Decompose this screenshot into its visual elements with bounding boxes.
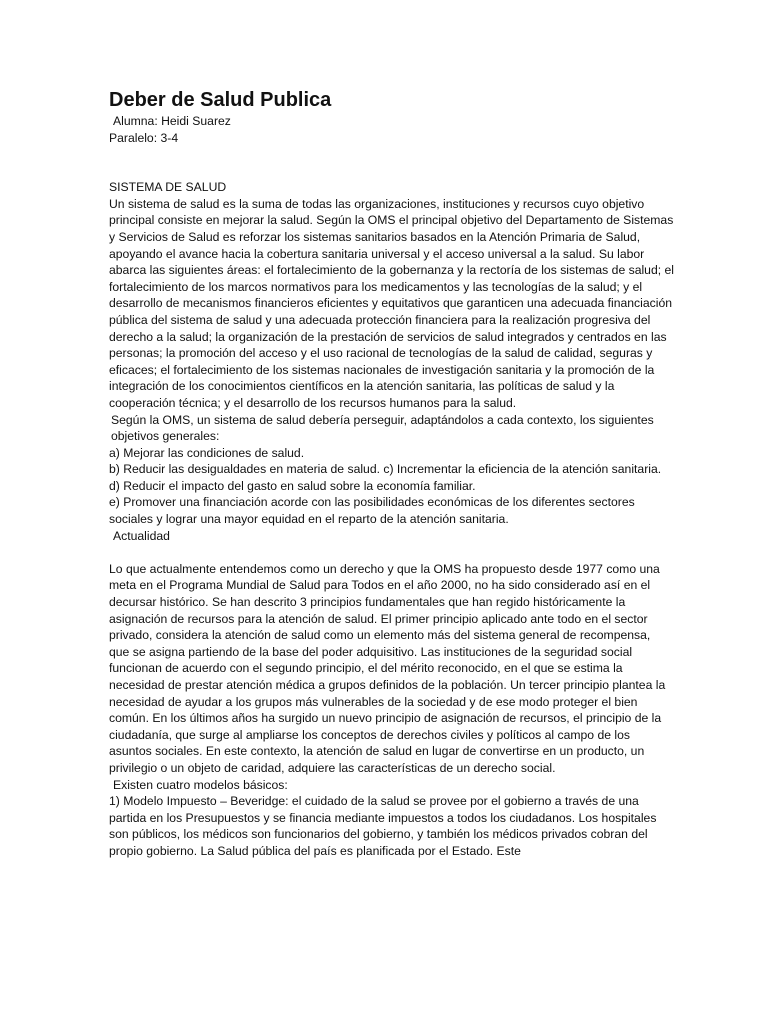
objective-e: e) Promover una financiación acorde con las posibilidades económicas de los diferentes sectores sociales y lograr una mayor equidad en el reparto de la atención sanitaria. bbox=[109, 495, 635, 527]
section-heading: SISTEMA DE SALUD bbox=[109, 180, 227, 195]
objective-b-c: b) Reducir las desigualdades en materia de salud. c) Incrementar la eficiencia de la atención sanitaria. bbox=[109, 462, 662, 477]
model-1-beveridge: 1) Modelo Impuesto – Beveridge: el cuidado de la salud se provee por el gobierno a través de una partida en los Presupuestos y se financia mediante impuestos a todos los ciudadanos. Los hospitales son públicos, los médicos son funcionarios del gobierno, y también los médicos privados cobran del propio gobierno. La Salud pública del país es planificada por el Estado. Este bbox=[109, 794, 657, 858]
paragraph-current-status: Lo que actualmente entendemos como un derecho y que la OMS ha propuesto desde 1977 como una meta en el Programa Mundial de Salud para Todos en el año 2000, no ha sido considerado así en el decursar histórico. Se han descrito 3 principios fundamentales que han regido históricamente la asignación de recursos para la atención de salud. El primer principio aplicado ante todo en el sector privado, considera la atención de salud como un elemento más del sistema general de recompensa, que se asigna partiendo de la base del poder adquisitivo. Las instituciones de la seguridad social funcionan de acuerdo con el segundo principio, el del mérito reconocido, en el que se estima la necesidad de prestar atención médica a grupos definidos de la población. Un tercer principio plantea la necesidad de ayudar a los grupos más vulnerables de la sociedad y de ese modo proteger el bien común. En los últimos años ha surgido un nuevo principio de asignación de recursos, el principio de la ciudadanía, que surge al ampliarse los conceptos de derechos civiles y políticos al campo de los asuntos sociales. En este contexto, la atención de salud en lugar de convertirse en un producto, un privilegio o un objeto de caridad, adquiere las características de un derecho social. bbox=[109, 561, 666, 775]
spacer bbox=[109, 544, 668, 561]
class-section: Paralelo: 3-4 bbox=[109, 130, 179, 145]
objective-a: a) Mejorar las condiciones de salud. bbox=[109, 445, 305, 460]
spacer bbox=[109, 146, 668, 179]
student-name: Alumna: Heidi Suarez bbox=[113, 114, 231, 128]
document-title: Deber de Salud Publica bbox=[109, 89, 332, 111]
paragraph-who-objectives: Según la OMS, un sistema de salud debería perseguir, adaptándolos a cada contexto, los siguientes objetivos generales: bbox=[111, 412, 654, 444]
subheading-actualidad: Actualidad bbox=[113, 528, 170, 543]
paragraph-health-system: Un sistema de salud es la suma de todas las organizaciones, instituciones y recursos cuyo objetivo principal consiste en mejorar la salud. Según la OMS el principal objetivo del Departamento de Sistemas y Servicios de Salud es reforzar los sistemas sanitarios basados en la Atención Primaria de Salud, apoyando el avance hacia la cobertura sanitaria universal y el acceso universal a la salud. Su labor abarca las siguientes áreas: el fortalecimiento de la gobernanza y la rectoría de los sistemas de salud; el fortalecimiento de los marcos normativos para los medicamentos y las tecnologías de la salud; y el desarrollo de mecanismos financieros eficientes y equitativos que garanticen una adecuada financiación pública del sistema de salud y una adecuada protección financiera para la realización progresiva del derecho a la salud; la organización de la prestación de servicios de salud integrados y centrados en las personas; la promoción del acceso y el uso racional de tecnologías de la salud de calidad, seguras y eficaces; el fortalecimiento de los sistemas nacionales de investigación sanitaria y la promoción de la integración de los conocimientos científicos en la atención sanitaria, las políticas de salud y la cooperación técnica; y el desarrollo de los recursos humanos para la salud. bbox=[109, 196, 674, 410]
objective-d: d) Reducir el impacto del gasto en salud sobre la economía familiar. bbox=[109, 478, 476, 493]
models-intro: Existen cuatro modelos básicos: bbox=[113, 777, 288, 792]
